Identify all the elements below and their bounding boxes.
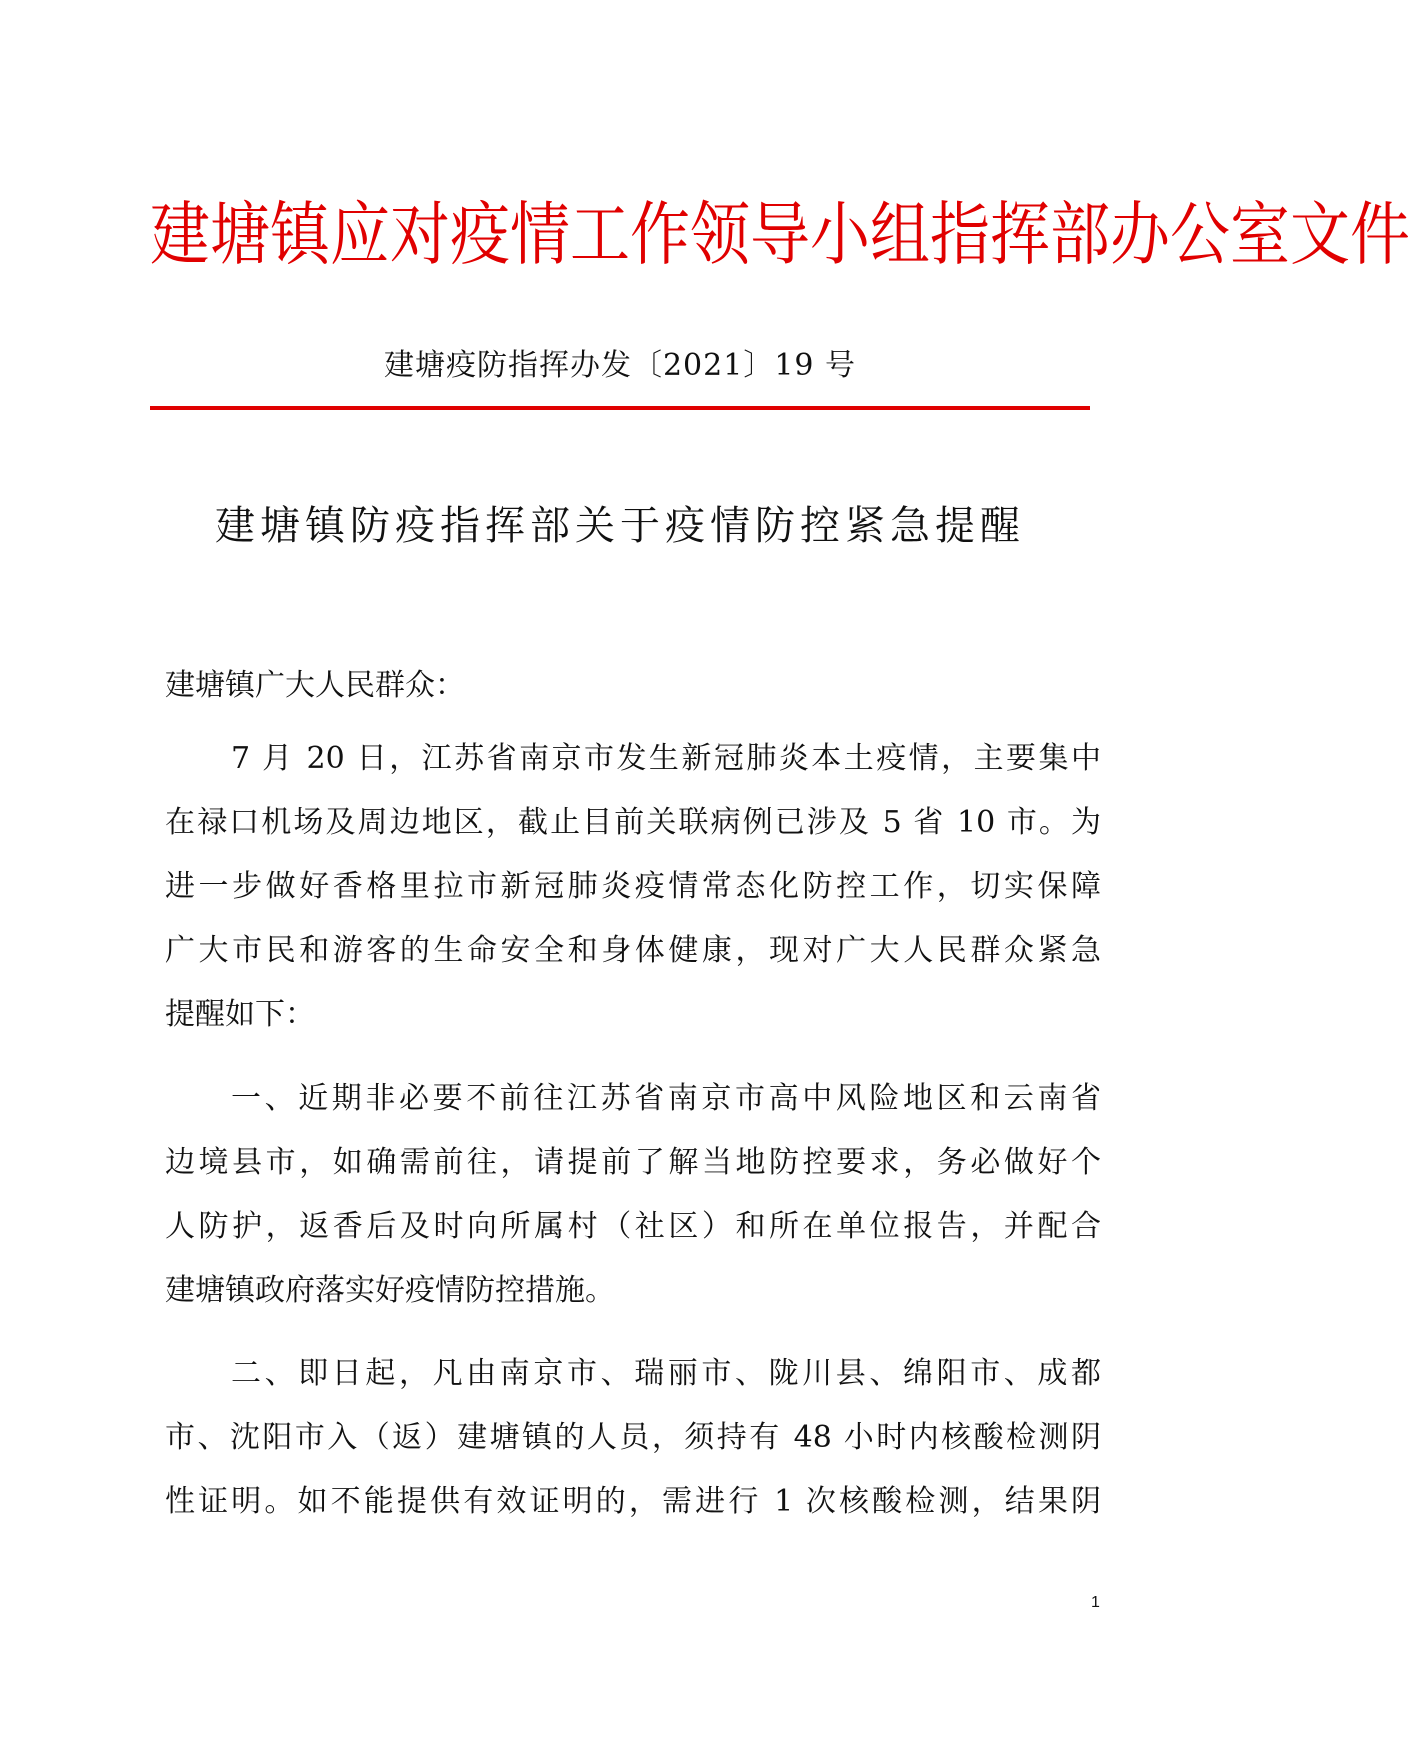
paragraph-line: 性证明。如不能提供有效证明的，需进行 1 次核酸检测，结果阴 [165,1484,1101,1519]
paragraph-line: 一、近期非必要不前往江苏省南京市高中风险地区和云南省 [231,1081,1101,1116]
paragraph-line: 提醒如下： [165,997,315,1032]
paragraph-2 [165,1067,1101,1323]
paragraph-line: 市、沈阳市入（返）建塘镇的人员，须持有 48 小时内核酸检测阴 [165,1420,1101,1455]
paragraph-line: 人防护，返香后及时向所属村（社区）和所在单位报告，并配合 [165,1209,1101,1244]
paragraph-1 [165,727,1101,1047]
document-title: 建塘镇防疫指挥部关于疫情防控紧急提醒 [215,503,1025,549]
paragraph-line: 边境县市，如确需前往，请提前了解当地防控要求，务必做好个 [165,1145,1101,1180]
paragraph-line: 7 月 20 日，江苏省南京市发生新冠肺炎本土疫情，主要集中 [231,741,1101,776]
salutation: 建塘镇广大人民群众： [165,668,465,703]
document-header: 建塘镇应对疫情工作领导小组指挥部办公室文件 [150,194,1410,276]
paragraph-line: 建塘镇政府落实好疫情防控措施。 [165,1273,615,1308]
paragraph-line: 广大市民和游客的生命安全和身体健康，现对广大人民群众紧急 [165,933,1101,968]
header-divider [150,406,1090,410]
document-number: 建塘疫防指挥办发〔2021〕19 号 [383,348,857,383]
page-number: 1 [1091,1594,1100,1611]
paragraph-line: 二、即日起，凡由南京市、瑞丽市、陇川县、绵阳市、成都 [231,1356,1101,1391]
paragraph-line: 进一步做好香格里拉市新冠肺炎疫情常态化防控工作，切实保障 [165,869,1101,904]
paragraph-line: 在禄口机场及周边地区，截止目前关联病例已涉及 5 省 10 市。为 [165,805,1101,840]
paragraph-3 [165,1342,1101,1534]
